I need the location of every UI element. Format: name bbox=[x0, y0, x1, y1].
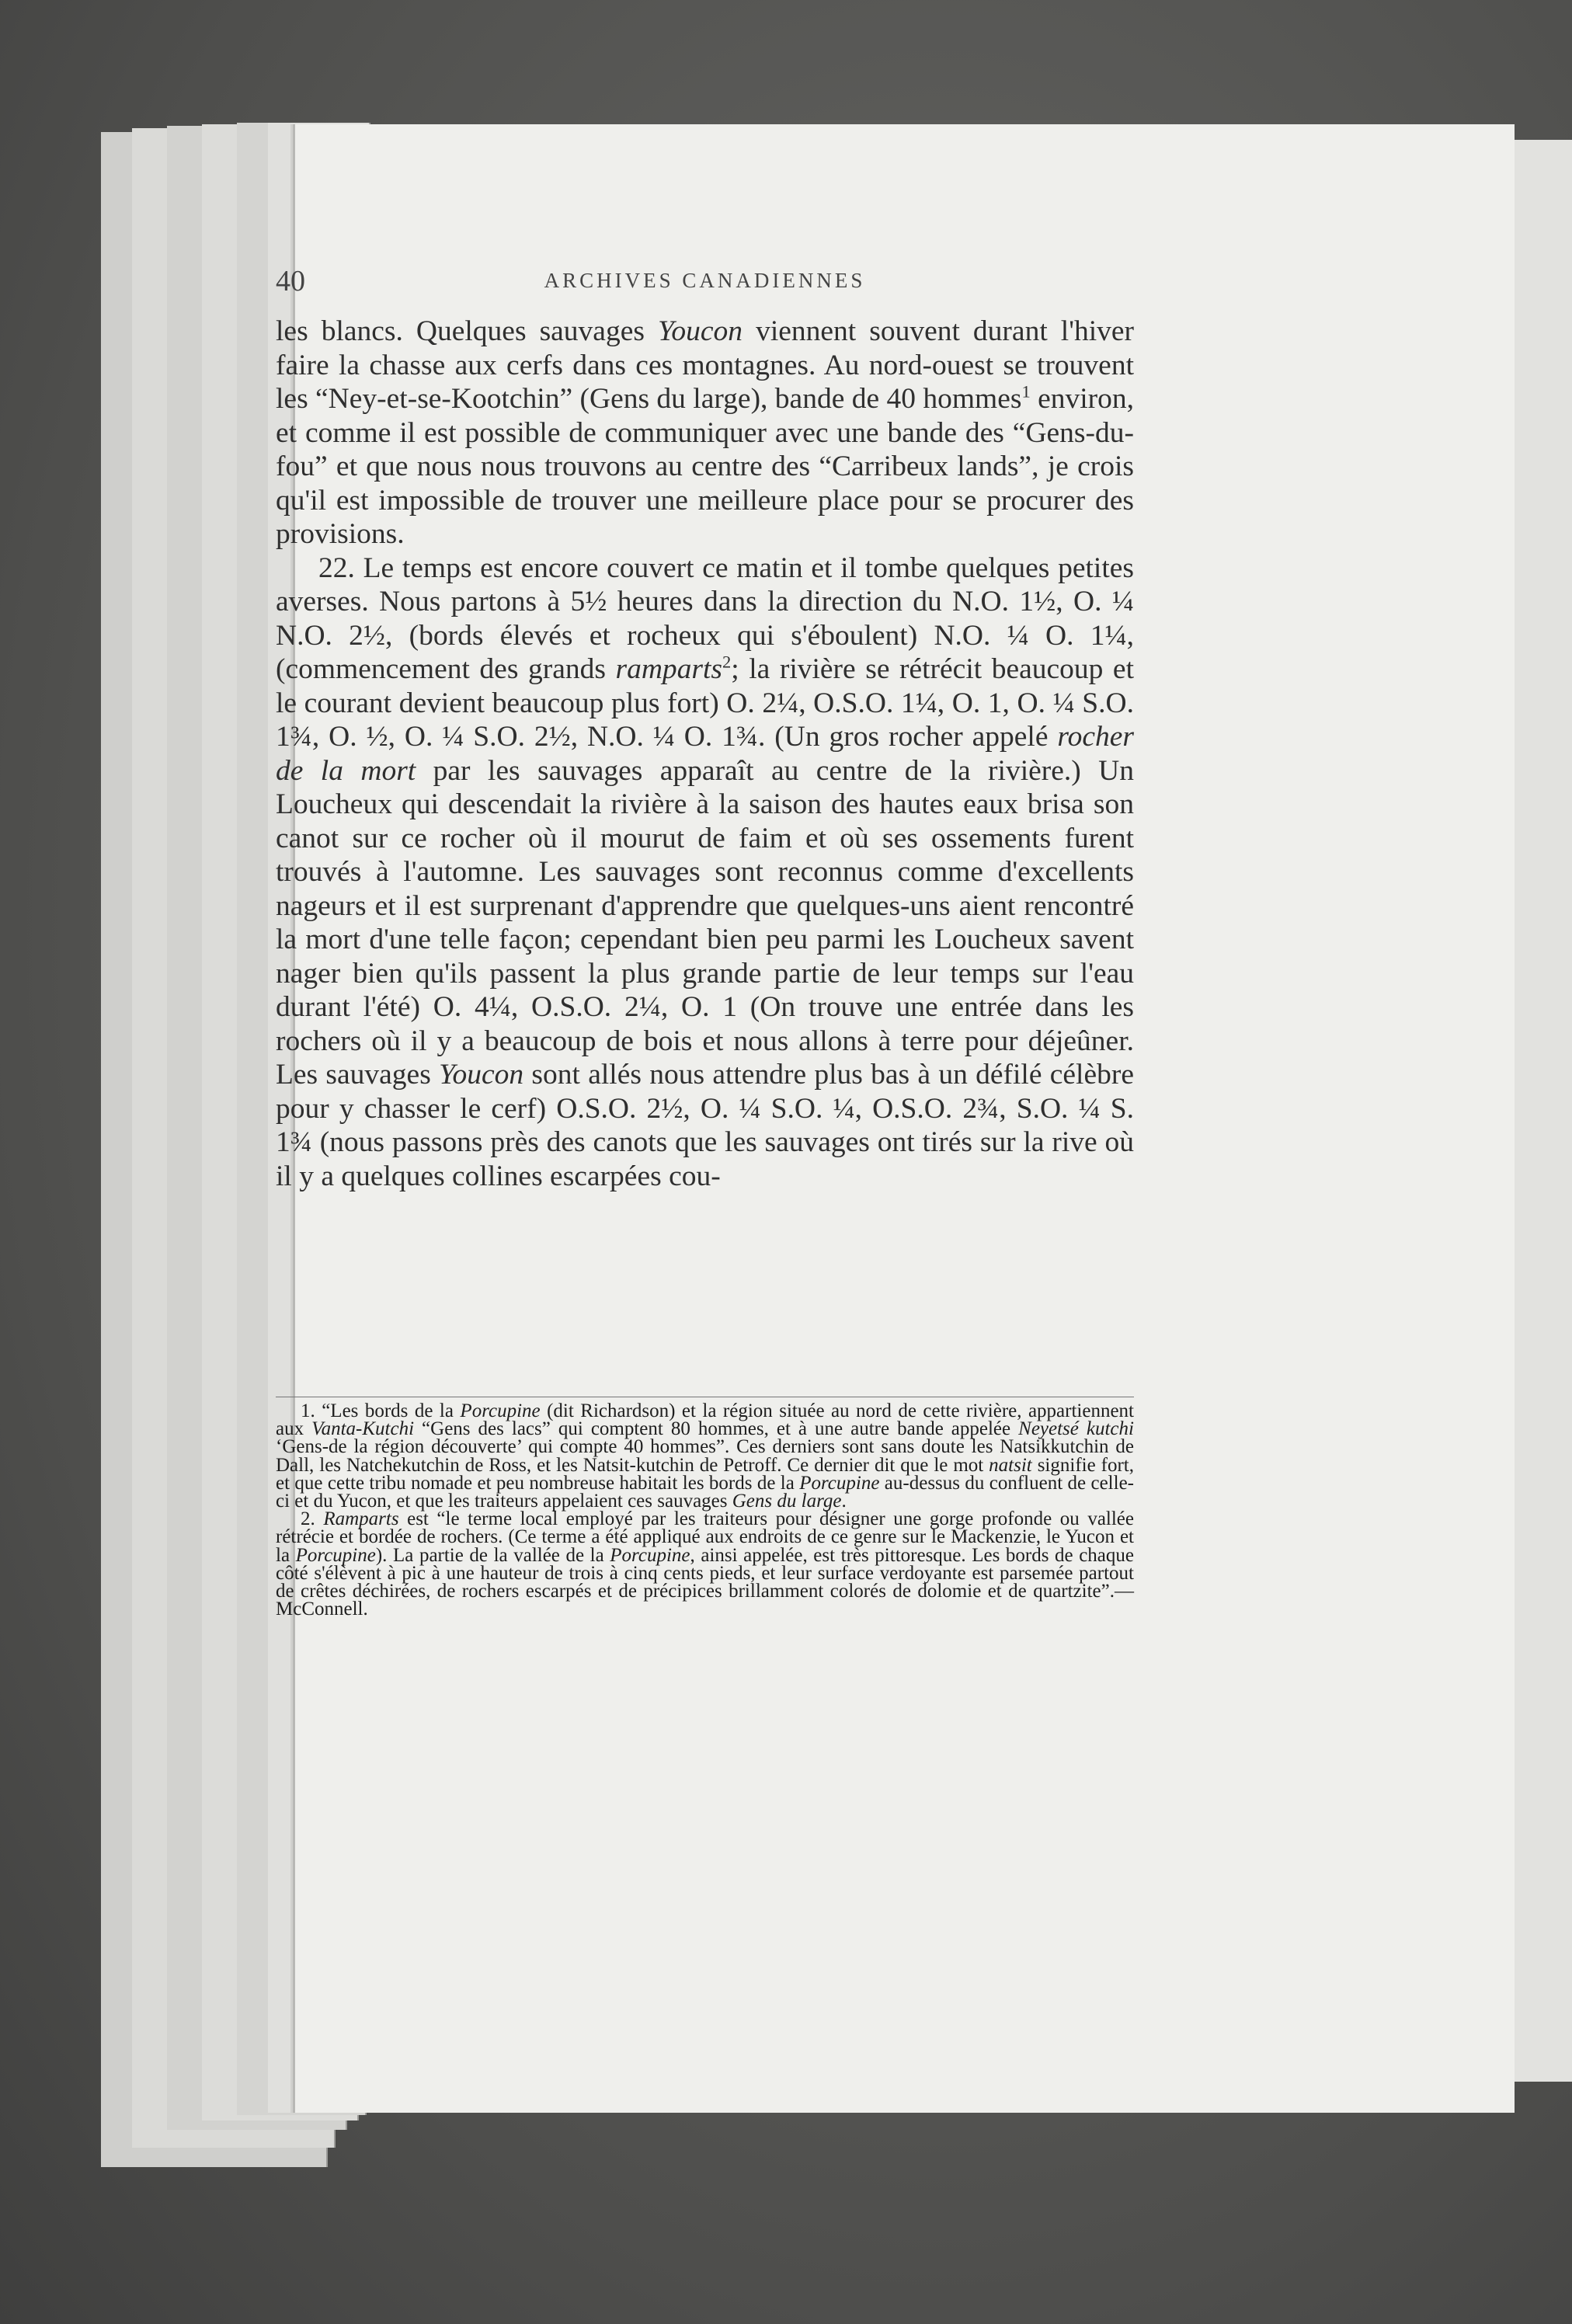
text-run: ‘Gens-de la région découverte’ qui compte 40 hommes”. Ces derniers sont sans doute les Natsikkutchin de Dall, les Natchekutchin de Ross, et les Natsit-kutchin de Petroff. Ce dernier dit que le mot bbox=[276, 1436, 1134, 1476]
text-run: par les sauvages apparaît au centre de la rivière.) Un Loucheux qui descendait la rivière à la saison des hautes eaux brisa son canot sur ce rocher où il mourut de faim et où ses ossements furent trouvés à l'automne. Les sauvages sont reconnus comme d'excellents nageurs et il est surprenant d'apprendre que quelques-uns aient rencontré la mort d'une telle façon; cependant bien peu parmi les Loucheux savent nager bien qu'ils passent la plus grande partie de leur temps sur l'eau durant l'été) O. 4¼, O.S.O. 2¼, O. 1 (On trouve une entrée dans les rochers où il y a beaucoup de bois et nous allons à terre pour déjeûner. Les sauvages bbox=[276, 754, 1134, 1091]
text-run: 1. “Les bords de la bbox=[301, 1400, 461, 1421]
italic-run: Youcon bbox=[439, 1059, 524, 1091]
text-run: 2. bbox=[301, 1508, 324, 1530]
italic-run: Porcupine bbox=[610, 1544, 690, 1566]
footnote-ref: 2 bbox=[722, 652, 732, 672]
paragraph bbox=[276, 551, 1134, 1194]
italic-run: Neyetsé kutchi bbox=[1018, 1418, 1134, 1440]
italic-run: Ramparts bbox=[323, 1508, 399, 1530]
footnote bbox=[276, 1402, 1134, 1510]
page-number: 40 bbox=[276, 265, 305, 297]
italic-run: Porcupine bbox=[799, 1472, 880, 1494]
text-run: les blancs. Quelques sauvages bbox=[276, 315, 658, 347]
italic-run: Gens du large bbox=[732, 1491, 842, 1512]
text-run: viennent souvent durant l'hiver faire la chasse aux cerfs dans ces montagnes. Au nord-ouest se trouvent les “Ney-et-se-Kootchin” (Gens du large), bande de 40 hommes bbox=[276, 315, 1134, 415]
italic-run: natsit bbox=[989, 1454, 1032, 1476]
text-run: sont allés nous attendre plus bas à un défilé célèbre pour y chasser le cerf) O.S.O. 2½, O. ¼ S.O. ¼, O.S.O. 2¾, S.O. ¼ S. 1¾ (nous passons près des canots que les sauvages ont tirés sur la rive où il y a quelques collines escarpées cou- bbox=[276, 1059, 1135, 1192]
italic-run: Youcon bbox=[657, 315, 743, 347]
text-run: ). La partie de la vallée de la bbox=[375, 1544, 610, 1566]
page-header bbox=[276, 264, 1134, 303]
text-run: , ainsi appelée, est très pittoresque. Les bords de chaque côté s'élèvent à pic à une hauteur de trois à cinq cents pieds, et leur surface verdoyante est parsemée partout de crêtes déchirées, de rochers escarpés et de précipices brillamment colorés de dolomie et de quartzite”.—McConnell. bbox=[276, 1544, 1134, 1620]
italic-run: Porcupine bbox=[460, 1400, 541, 1421]
text-run: (dit Richardson) et la région située au nord de cette rivière, appartiennent aux bbox=[276, 1400, 1135, 1440]
main-text bbox=[276, 315, 1134, 1193]
footnote-ref: 1 bbox=[1021, 381, 1031, 402]
footnotes bbox=[276, 1397, 1134, 1618]
footnote bbox=[276, 1510, 1134, 1618]
italic-run: Porcupine bbox=[295, 1544, 376, 1566]
text-run: au-dessus du confluent de celle-ci et du Yucon, et que les traiteurs appelaient ces sauvages bbox=[276, 1472, 1134, 1512]
text-run: est “le terme local employé par les traiteurs pour désigner une gorge profonde ou vallée rétrécie et bordée de rochers. (Ce terme a été appliqué aux endroits de ce genre sur le Mackenzie, le Yucon et la bbox=[276, 1508, 1134, 1566]
italic-run: ramparts bbox=[615, 653, 723, 685]
text-run: environ, et comme il est possible de communiquer avec une bande des “Gens-du-fou” et que nous nous trouvons au centre des “Carribeux lands”, je crois qu'il est impossible de trouver une meilleure place pour se procurer des provisions. bbox=[276, 383, 1135, 550]
text-run: ; la rivière se rétrécit beaucoup et le courant devient beaucoup plus fort) O. 2¼, O.S.O. 1¼, O. 1, O. ¼ S.O. 1¾, O. ½, O. ¼ S.O. 2½, N.O. ¼ O. 1¾. (Un gros rocher appelé bbox=[276, 653, 1134, 753]
text-run: . bbox=[841, 1491, 847, 1512]
text-run: 22. Le temps est encore couvert ce matin et il tombe quelques petites averses. Nous partons à 5½ heures dans la direction du N.O. 1½, O. ¼ N.O. 2½, (bords élevés et rocheux qui s'éboulent) N.O. ¼ O. 1¼, (commencement des grands bbox=[276, 551, 1134, 685]
paragraph bbox=[276, 315, 1134, 551]
italic-run: rocher de la mort bbox=[276, 721, 1134, 787]
text-run: “Gens des lacs” qui comptent 80 hommes, et à une autre bande appelée bbox=[414, 1418, 1019, 1440]
running-head: ARCHIVES CANADIENNES bbox=[544, 269, 866, 292]
italic-run: Vanta-Kutchi bbox=[311, 1418, 415, 1440]
text-run: signifie fort, et que cette tribu nomade et peu nombreuse habitait les bords de la bbox=[276, 1454, 1134, 1494]
